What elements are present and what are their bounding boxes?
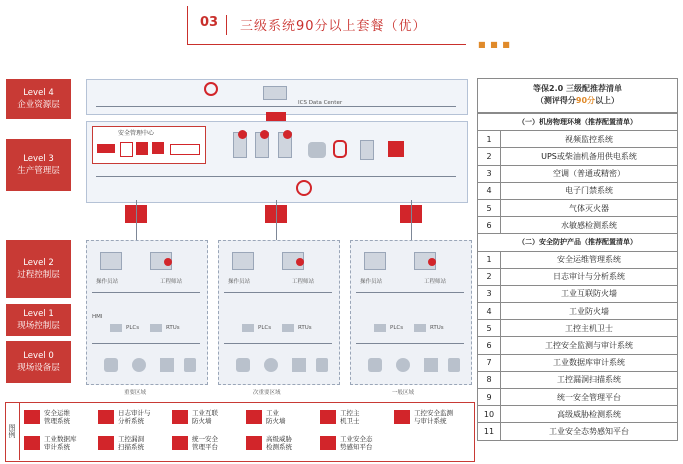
table-row [478, 303, 678, 320]
row-name: 工业数据库审计系统 [501, 354, 678, 371]
field-device-icon [396, 358, 410, 372]
field-device-icon [448, 358, 460, 372]
table-title: 等保2.0 三级配推荐清单 [533, 84, 622, 93]
situation-awareness-icon [388, 141, 404, 157]
host-guard-icon [260, 130, 269, 139]
legend-text: 工业数据库 审计系统 [44, 435, 77, 451]
legend-item [98, 433, 170, 455]
table-header [477, 78, 678, 113]
engineer-station-label: 工程师站 [424, 279, 447, 285]
legend-text: 工业 防火墙 [266, 409, 286, 425]
level-1-en: Level 1 [23, 309, 54, 319]
legend-item [246, 407, 318, 429]
legend-text: 工控安全监测 与审计系统 [414, 409, 453, 425]
workstation-icon [100, 252, 122, 270]
rtus-label: RTUs [298, 325, 312, 331]
network-line [224, 292, 332, 293]
row-number: 3 [478, 165, 501, 182]
plcs-label: PLCs [126, 325, 140, 331]
level-3-cn: 生产管理层 [17, 166, 60, 176]
plc-icon [110, 324, 122, 332]
section-physical [478, 114, 678, 131]
bastion-icon [97, 144, 115, 153]
network-line [224, 343, 332, 344]
host-guard-icon [283, 130, 292, 139]
level-4-cn: 企业资源层 [17, 100, 60, 110]
operator-station-label: 操作员站 [360, 279, 383, 285]
engineer-station-label: 工程师站 [160, 279, 183, 285]
plc-icon [242, 324, 254, 332]
network-line [96, 106, 456, 107]
row-name: 空调（普通或精密） [501, 165, 678, 182]
zone-secondary-label: 次重要区域 [253, 390, 281, 396]
row-name: 电子门禁系统 [501, 182, 678, 199]
log-audit-icon [98, 410, 114, 424]
row-name: UPS或柴油机备用供电系统 [501, 148, 678, 165]
table-row [478, 165, 678, 182]
field-device-icon [132, 358, 146, 372]
database-icon [308, 142, 326, 158]
rtu-icon [282, 324, 294, 332]
field-device-icon [160, 358, 174, 372]
field-device-icon [424, 358, 438, 372]
row-name: 工业安全态势感知平台 [501, 423, 678, 440]
legend-text: 工业互联 防火墙 [192, 409, 218, 425]
vuln-scan-icon [152, 142, 164, 154]
industrial-firewall-icon [246, 410, 262, 424]
legend-text: 安全运维 管理系统 [44, 409, 70, 425]
legend-label: 图例 [5, 402, 20, 460]
row-name: 高级威胁检测系统 [501, 406, 678, 423]
field-device-icon [236, 358, 250, 372]
row-number: 7 [478, 354, 501, 371]
plc-icon [374, 324, 386, 332]
row-number: 2 [478, 148, 501, 165]
field-device-icon [316, 358, 328, 372]
table-row [478, 320, 678, 337]
legend-item [320, 407, 392, 429]
workstation-icon [232, 252, 254, 270]
network-line [92, 292, 200, 293]
field-device-icon [104, 358, 118, 372]
page-title: 三级系统90分以上套餐（优） [240, 19, 427, 34]
vuln-scan-icon [98, 436, 114, 450]
section-number: 03 [200, 15, 219, 30]
network-line [136, 200, 137, 240]
legend-item [98, 407, 170, 429]
table-row [478, 268, 678, 285]
network-line [92, 343, 200, 344]
row-number: 10 [478, 406, 501, 423]
legend-item [24, 433, 96, 455]
score-highlight: 90分 [575, 96, 596, 105]
host-guard-icon [428, 258, 436, 266]
monitor-audit-icon [296, 180, 312, 196]
level-4-en: Level 4 [23, 88, 54, 98]
row-number: 4 [478, 182, 501, 199]
legend-item [246, 433, 318, 455]
legend-item [394, 407, 466, 429]
zone-general-label: 一般区域 [392, 390, 415, 396]
header-divider [226, 15, 227, 35]
plcs-label: PLCs [390, 325, 404, 331]
engineer-station-label: 工程师站 [292, 279, 315, 285]
decorative-dots: ■ ■ ■ [478, 40, 511, 49]
legend-item [172, 407, 244, 429]
field-device-icon [368, 358, 382, 372]
row-number: 8 [478, 371, 501, 388]
rtu-icon [150, 324, 162, 332]
row-name: 气体灭火器 [501, 199, 678, 216]
table-subtitle: （测评得分90分以上） [535, 96, 620, 105]
host-guard-icon [296, 258, 304, 266]
unified-platform-icon [170, 144, 200, 155]
table-row [478, 354, 678, 371]
hmi-label: HMI [92, 314, 103, 320]
row-name: 工控安全监测与审计系统 [501, 337, 678, 354]
row-name: 安全运维管理系统 [501, 251, 678, 268]
level-2-en: Level 2 [23, 258, 54, 268]
row-number: 6 [478, 337, 501, 354]
row-number: 1 [478, 251, 501, 268]
log-audit-icon [120, 142, 133, 157]
row-name: 视频监控系统 [501, 131, 678, 148]
monitor-audit-icon [394, 410, 410, 424]
legend-item [172, 433, 244, 455]
row-number: 5 [478, 320, 501, 337]
legend-text: 统一安全 管理平台 [192, 435, 218, 451]
level-3-en: Level 3 [23, 154, 54, 164]
level-4-label [6, 79, 71, 119]
host-guard-icon [164, 258, 172, 266]
row-name: 工业防火墙 [501, 303, 678, 320]
network-line [411, 200, 412, 240]
host-guard-icon [238, 130, 247, 139]
section-title: （二）安全防护产品（推荐配置清单） [478, 234, 678, 251]
security-center-label: 安全管理中心 [118, 130, 155, 137]
legend-text: 工业安全态 势感知平台 [340, 435, 373, 451]
field-device-icon [292, 358, 306, 372]
industrial-interconnect-firewall-icon [172, 410, 188, 424]
row-number: 6 [478, 217, 501, 234]
row-name: 统一安全管理平台 [501, 389, 678, 406]
zone-important-label: 重要区域 [124, 390, 147, 396]
rtu-icon [414, 324, 426, 332]
legend-items [24, 405, 470, 459]
legend-text: 日志审计与 分析系统 [118, 409, 151, 425]
operator-station-label: 操作员站 [96, 279, 119, 285]
level-0-cn: 现场设备层 [17, 363, 60, 373]
network-line [356, 343, 464, 344]
recommend-table [477, 113, 678, 441]
section-title: （一）机房物理环境（推荐配置清单） [478, 114, 678, 131]
table-row [478, 199, 678, 216]
row-name: 工控漏洞扫描系统 [501, 371, 678, 388]
level-2-label [6, 240, 71, 298]
row-number: 9 [478, 389, 501, 406]
table-row [478, 285, 678, 302]
operator-station-label: 操作员站 [228, 279, 251, 285]
legend-text: 高级威胁 检测系统 [266, 435, 292, 451]
field-device-icon [184, 358, 196, 372]
row-name: 工控主机卫士 [501, 320, 678, 337]
table-row [478, 389, 678, 406]
table-row [478, 251, 678, 268]
level-0-en: Level 0 [23, 351, 54, 361]
plcs-label: PLCs [258, 325, 272, 331]
row-number: 5 [478, 199, 501, 216]
table-row [478, 337, 678, 354]
rtus-label: RTUs [430, 325, 444, 331]
table-row [478, 371, 678, 388]
server-rack-icon [263, 86, 287, 100]
legend-item [320, 433, 392, 455]
row-number: 3 [478, 285, 501, 302]
legend-item [24, 407, 96, 429]
table-row [478, 131, 678, 148]
table-row [478, 182, 678, 199]
level-0-label [6, 341, 71, 383]
server-icon [204, 82, 218, 96]
level-1-label [6, 304, 71, 336]
data-center-label: ICS Data Center [298, 100, 343, 106]
server-icon [360, 140, 374, 160]
rtus-label: RTUs [166, 325, 180, 331]
apt-detect-icon [246, 436, 262, 450]
table-row [478, 406, 678, 423]
network-line [96, 176, 456, 177]
row-name: 水敏感检测系统 [501, 217, 678, 234]
level-3-label [6, 139, 71, 191]
bastion-icon [24, 410, 40, 424]
table-row [478, 148, 678, 165]
workstation-icon [364, 252, 386, 270]
network-line [356, 292, 464, 293]
table-row [478, 423, 678, 440]
row-name: 日志审计与分析系统 [501, 268, 678, 285]
apt-detect-icon [333, 140, 347, 158]
legend-text: 工控漏洞 扫描系统 [118, 435, 144, 451]
row-name: 工业互联防火墙 [501, 285, 678, 302]
db-audit-icon [24, 436, 40, 450]
row-number: 1 [478, 131, 501, 148]
level-1-cn: 现场控制层 [17, 321, 60, 331]
section-products [478, 234, 678, 251]
legend-text: 工控主 机卫士 [340, 409, 360, 425]
network-line [276, 200, 277, 240]
row-number: 4 [478, 303, 501, 320]
situation-awareness-icon [320, 436, 336, 450]
host-guard-icon [320, 410, 336, 424]
field-device-icon [264, 358, 278, 372]
unified-platform-icon [172, 436, 188, 450]
row-number: 2 [478, 268, 501, 285]
level-2-cn: 过程控制层 [17, 270, 60, 280]
row-number: 11 [478, 423, 501, 440]
table-row [478, 217, 678, 234]
db-audit-icon [136, 142, 148, 155]
